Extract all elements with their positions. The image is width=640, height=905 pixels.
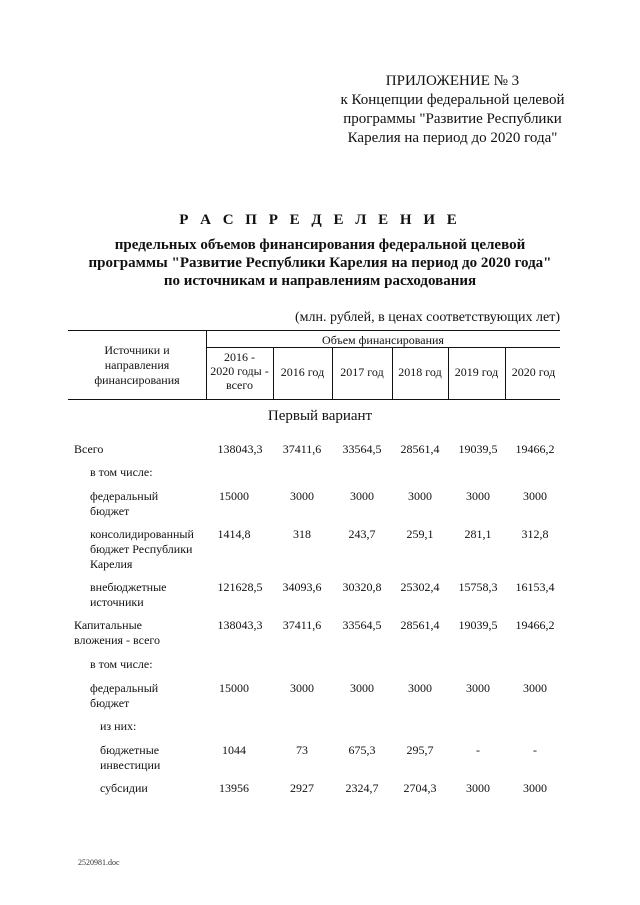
table-cell: 25302,4	[400, 580, 440, 594]
table-cell: 15758,3	[458, 580, 498, 594]
column-header-2020: 2020 год	[511, 365, 556, 379]
row-label	[74, 618, 160, 648]
table-cell: 1414,8	[217, 527, 251, 541]
row-label-line: внебюджетные	[90, 580, 167, 594]
column-header-line: 2020 годы -	[210, 364, 269, 378]
table-cell: 3000	[408, 681, 432, 695]
column-header-2018: 2018 год	[398, 365, 442, 379]
table-cell: 37411,6	[282, 442, 322, 456]
column-header-2017: 2017 год	[340, 365, 384, 379]
header-sources	[72, 343, 202, 388]
row-label-line: Всего	[74, 442, 104, 456]
table-cell: 19466,2	[515, 618, 555, 632]
table-cell: 675,3	[348, 743, 376, 757]
appendix-line: программы "Развитие Республики	[343, 111, 562, 127]
table-cell: 34093,6	[282, 580, 322, 594]
header-sources-line: финансирования	[94, 373, 180, 387]
row-label-line: бюджетные	[100, 743, 160, 757]
appendix-heading	[300, 72, 605, 148]
subtitle-line: по источникам и направлениям расходования	[163, 273, 477, 289]
row-label-line: бюджет Республики	[90, 542, 193, 556]
table-cell: 28561,4	[400, 618, 440, 632]
row-label-line: бюджет	[90, 696, 130, 710]
row-label	[100, 743, 160, 773]
column-header-2016: 2016 год	[280, 365, 325, 379]
column-header-line: всего	[225, 378, 254, 392]
table-cell: 318	[293, 527, 311, 541]
table-cell: 3000	[350, 681, 374, 695]
table-cell: 2704,3	[403, 781, 437, 795]
table-cell: 3000	[523, 781, 547, 795]
table-cell: 37411,6	[282, 618, 322, 632]
row-label-line: федеральный	[90, 681, 159, 695]
table-cell: 3000	[290, 489, 314, 503]
table-cell: 19039,5	[458, 618, 498, 632]
table-cell: 73	[296, 743, 308, 757]
row-label	[74, 442, 103, 457]
row-label-line: бюджет	[90, 504, 130, 518]
table-cell: 19039,5	[458, 442, 498, 456]
table-cell: 3000	[408, 489, 432, 503]
row-label-line: вложения - всего	[74, 633, 161, 647]
row-label-line: инвестиции	[100, 758, 161, 772]
table-cell: 15000	[219, 489, 249, 503]
table-cell: 3000	[523, 681, 547, 695]
table-cell: 3000	[466, 781, 490, 795]
table-cell: 259,1	[406, 527, 434, 541]
column-header-2019: 2019 год	[454, 365, 499, 379]
table-cell: 33564,5	[342, 618, 382, 632]
table-cell: 3000	[290, 681, 314, 695]
appendix-line: Карелия на период до 2020 года"	[347, 130, 558, 146]
row-label-line: Капитальные	[74, 618, 142, 632]
header-top-rule	[68, 330, 560, 331]
table-cell: 33564,5	[342, 442, 382, 456]
table-cell: 2324,7	[345, 781, 379, 795]
table-cell: 2927	[290, 781, 314, 795]
table-cell: 121628,5	[217, 580, 263, 594]
units-note: (млн. рублей, в ценах соответствующих лет)	[295, 310, 560, 325]
row-label-line: федеральный	[90, 489, 159, 503]
row-label-line: консолидированный	[90, 527, 194, 541]
header-sources-line: направления	[104, 358, 170, 372]
row-label-line: субсидии	[100, 781, 148, 795]
row-label	[90, 489, 158, 519]
table-cell: 1044	[222, 743, 246, 757]
row-label	[90, 657, 153, 672]
table-cell: 13956	[219, 781, 249, 795]
table-cell: -	[533, 743, 537, 757]
subtitle-line: программы "Развитие Республики Карелия на период до 2020 года"	[88, 255, 552, 271]
row-label	[90, 465, 153, 480]
row-label	[90, 580, 167, 610]
document-title: Р А С П Р Е Д Е Л Е Н И Е	[179, 212, 461, 228]
row-label	[90, 681, 158, 711]
table-cell: 3000	[466, 489, 490, 503]
appendix-line: к Концепции федеральной целевой	[340, 92, 565, 108]
row-label-line: в том числе:	[90, 657, 153, 671]
header-bottom-rule	[68, 399, 560, 400]
table-cell: -	[476, 743, 480, 757]
table-cell: 3000	[350, 489, 374, 503]
appendix-line: ПРИЛОЖЕНИЕ № 3	[385, 73, 520, 89]
table-cell: 28561,4	[400, 442, 440, 456]
file-name-footer: 2520981.doc	[78, 858, 120, 867]
table-cell: 312,8	[521, 527, 549, 541]
column-header-line: 2016 -	[224, 350, 255, 364]
variant-heading: Первый вариант	[267, 408, 373, 424]
table-cell: 15000	[219, 681, 249, 695]
table-cell: 30320,8	[342, 580, 382, 594]
table-cell: 243,7	[348, 527, 376, 541]
table-cell: 295,7	[406, 743, 434, 757]
table-cell: 138043,3	[217, 618, 263, 632]
table-cell: 138043,3	[217, 442, 263, 456]
table-cell: 16153,4	[515, 580, 555, 594]
row-label-line: из них:	[100, 719, 137, 733]
header-sources-line: Источники и	[104, 343, 170, 357]
row-label	[90, 527, 194, 572]
table-cell: 281,1	[464, 527, 492, 541]
table-cell: 19466,2	[515, 442, 555, 456]
table-cell: 3000	[466, 681, 490, 695]
table-cell: 3000	[523, 489, 547, 503]
row-label	[100, 719, 136, 734]
document-subtitle	[0, 236, 640, 290]
row-label-line: в том числе:	[90, 465, 153, 479]
column-header-total	[206, 350, 273, 392]
row-label-line: Карелия	[90, 557, 133, 571]
row-label-line: источники	[90, 595, 144, 609]
header-volume: Объем финансирования	[322, 333, 444, 347]
subtitle-line: предельных объемов финансирования федеральной целевой	[114, 237, 526, 253]
row-label	[100, 781, 148, 796]
